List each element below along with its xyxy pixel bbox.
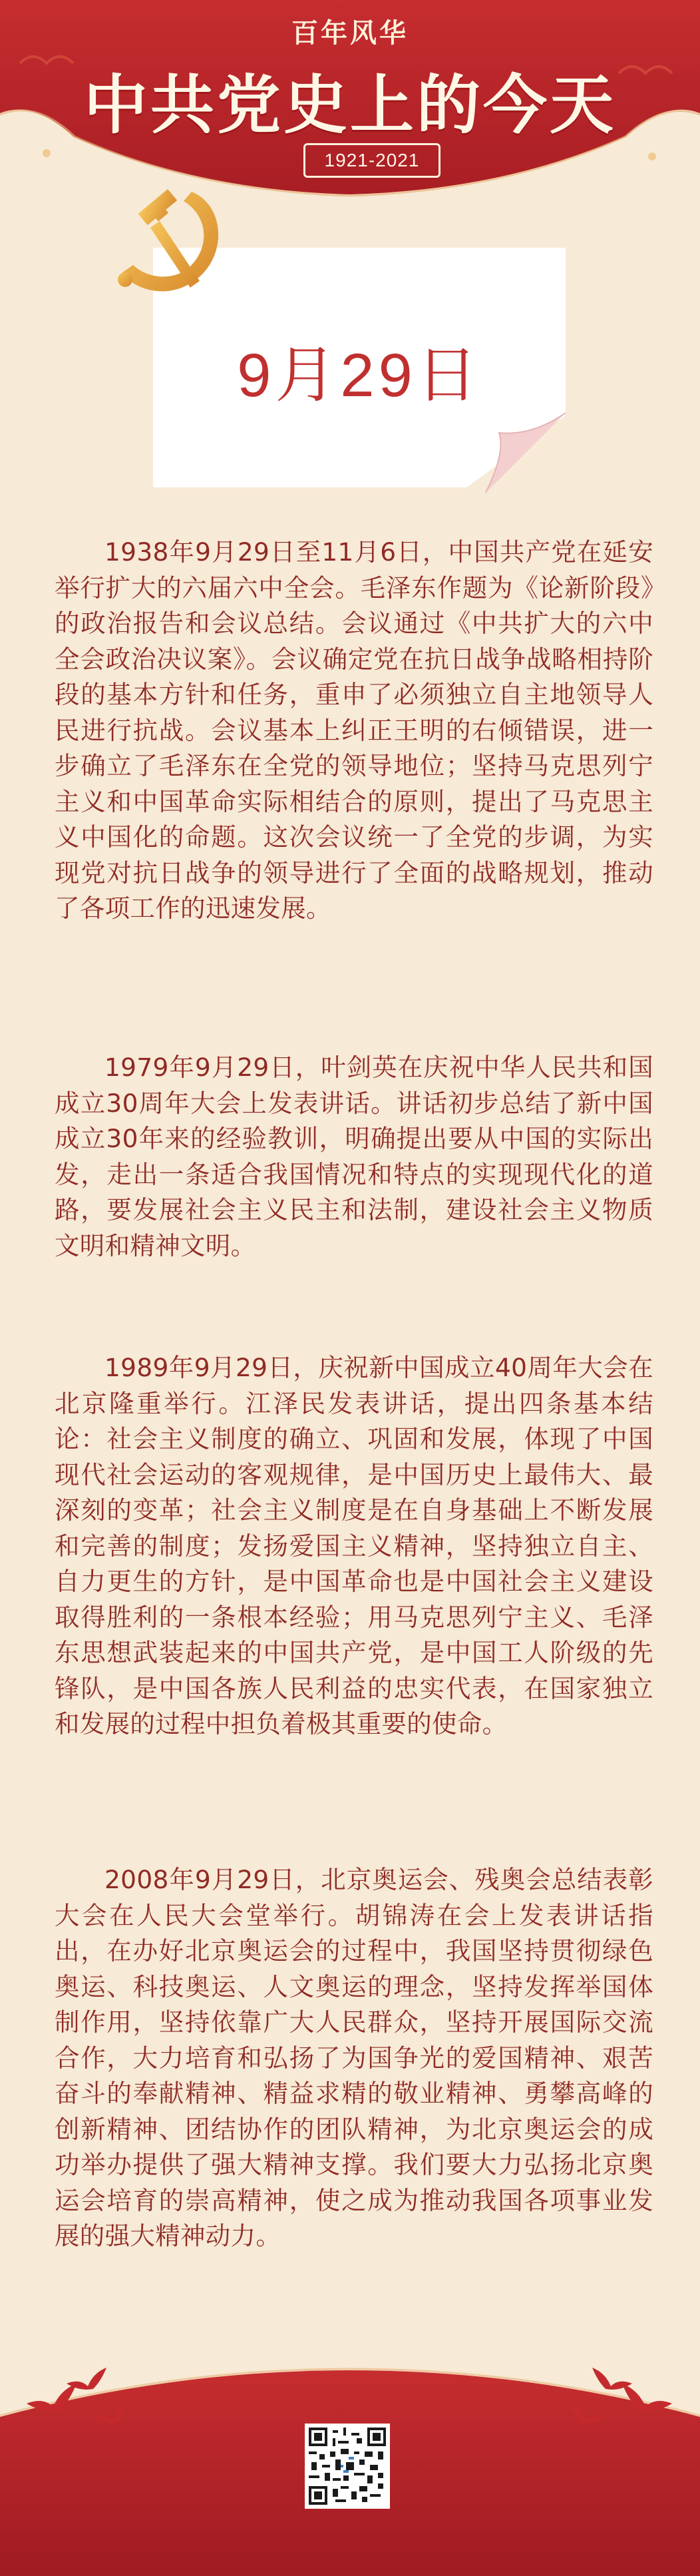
page-title: 中共党史上的今天 bbox=[84, 68, 616, 142]
history-entry-1979: 1979年9月29日，叶剑英在庆祝中华人民共和国成立30周年大会上发表讲话。讲话初步总结了新中国成立30年来的经验教训，明确提出要从中国的实际出发，走出一条适合我国情况和特点的实现现代化的道路，要发展社会主义民主和法制，建设社会主义物质文明和精神文明。 bbox=[55, 1053, 653, 1260]
qr-code-icon[interactable] bbox=[305, 2424, 390, 2509]
history-entry-1938: 1938年9月29日至11月6日，中国共产党在延安举行扩大的六届六中全会。毛泽东作题为《论新阶段》的政治报告和会议总结。会议通过《中共扩大的六中全会政治决议案》。会议确定党在抗日战争战略相持阶段的基本方针和任务，重申了必须独立自主地领导人民进行抗战。会议基本上纠正王明的右倾错误，进一步确立了毛泽东在全党的领导地位；坚持马克思列宁主义和中国革命实际相结合的原则，提出了马克思主义中国化的命题。这次会议统一了全党的步调，为实现党对抗日战争的领导进行了全面的战略规划，推动了各项工作的迅速发展。 bbox=[55, 537, 653, 923]
party-emblem-icon bbox=[112, 180, 228, 300]
dove-flock-right-icon bbox=[546, 2357, 679, 2437]
date-heading: 9月29日 bbox=[237, 342, 482, 409]
header-kicker: 百年风华 bbox=[291, 17, 409, 49]
year-range-badge: 1921-2021 bbox=[303, 143, 440, 178]
history-entry-2008: 2008年9月29日，北京奥运会、残奥会总结表彰大会在人民大会堂举行。胡锦涛在会上发表讲话指出，在办好北京奥运会的过程中，我国坚持贯彻绿色奥运、科技奥运、人文奥运的理念，坚持发挥举国体制作用，坚持依靠广大人民群众，坚持开展国际交流合作，大力培育和弘扬了为国争光的爱国精神、艰苦奋斗的奉献精神、精益求精的敬业精神、勇攀高峰的创新精神、团结协作的团队精神，为北京奥运会的成功举办提供了强大精神支撑。我们要大力弘扬北京奥运会培育的崇高精神，使之成为推动我国各项事业发展的强大精神动力。 bbox=[55, 1865, 653, 2250]
page-header bbox=[0, 0, 700, 200]
history-entry-1989: 1989年9月29日，庆祝新中国成立40周年大会在北京隆重举行。江泽民发表讲话，提出四条基本结论：社会主义制度的确立、巩固和发展，体现了中国现代社会运动的客观规律，是中国历史上最伟大、最深刻的变革；社会主义制度是在自身基础上不断发展和完善的制度；发扬爱国主义精神，坚持独立自主、自力更生的方针，是中国革命也是中国社会主义建设取得胜利的一条根本经验；用马克思列宁主义、毛泽东思想武装起来的中国共产党，是中国工人阶级的先锋队，是中国各族人民利益的忠实代表，在国家独立和发展的过程中担负着极其重要的使命。 bbox=[55, 1353, 653, 1738]
page-curl-decoration bbox=[459, 413, 572, 493]
dove-flock-left-icon bbox=[20, 2357, 153, 2437]
